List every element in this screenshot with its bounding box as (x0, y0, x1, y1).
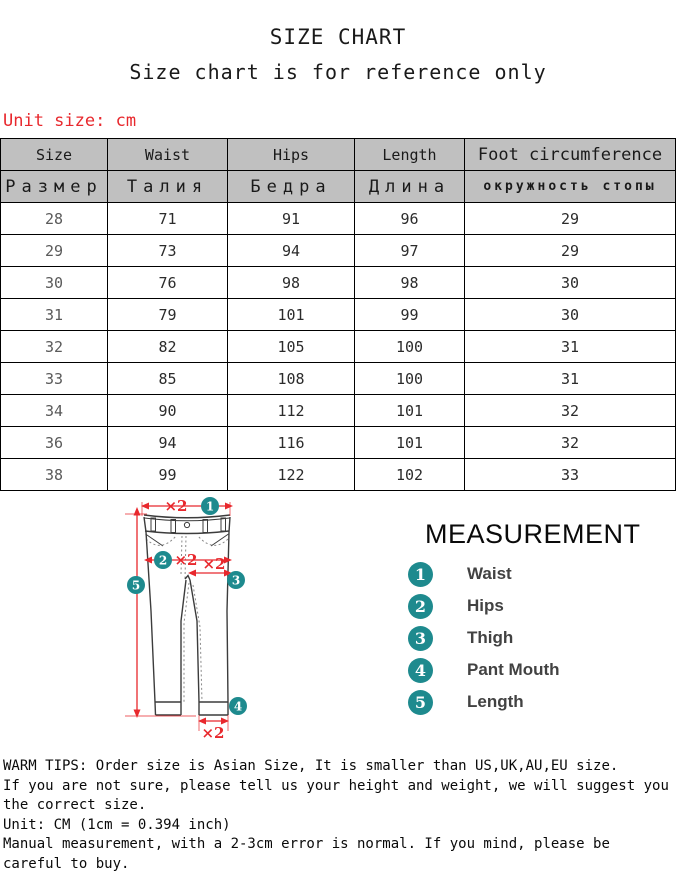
measurement-label: Length (467, 692, 524, 711)
svg-text:4: 4 (233, 699, 243, 714)
col-header-hips: Hips (228, 139, 355, 171)
table-cell: 31 (465, 331, 676, 363)
col-header-size-ru: Размер (1, 171, 108, 203)
table-cell: 29 (465, 203, 676, 235)
measurement-label: Pant Mouth (467, 660, 560, 679)
table-cell: 105 (228, 331, 355, 363)
waist-multiplier-label: ×2 (164, 497, 188, 515)
measurement-label: Waist (467, 564, 512, 583)
hips-multiplier-label: ×2 (174, 551, 198, 569)
table-cell: 108 (228, 363, 355, 395)
table-cell: 94 (108, 427, 228, 459)
pant-mouth-arrow-icon (198, 715, 229, 742)
table-cell: 82 (108, 331, 228, 363)
size-table (0, 138, 676, 491)
table-cell: 29 (1, 235, 108, 267)
length-arrow-icon (125, 507, 196, 718)
table-cell: 94 (228, 235, 355, 267)
number-badge-icon: 3 (408, 626, 433, 651)
table-cell: 96 (355, 203, 465, 235)
table-cell: 71 (108, 203, 228, 235)
table-cell: 30 (465, 299, 676, 331)
table-cell: 98 (355, 267, 465, 299)
page-subtitle: Size chart is for reference only (129, 60, 547, 84)
svg-text:1: 1 (205, 499, 215, 514)
table-cell: 32 (465, 395, 676, 427)
unit-note: Unit size: cm (3, 111, 137, 131)
marker-5-length (127, 576, 145, 594)
svg-text:5: 5 (131, 578, 141, 593)
table-cell: 101 (355, 427, 465, 459)
measurement-label: Hips (467, 596, 504, 615)
measurement-diagram-section (0, 491, 676, 751)
waist-arrow-icon (141, 497, 233, 516)
table-row (1, 427, 676, 459)
table-row (1, 203, 676, 235)
table-cell: 91 (228, 203, 355, 235)
number-badge-icon: 5 (408, 690, 433, 715)
table-row (1, 395, 676, 427)
table-cell: 73 (108, 235, 228, 267)
table-cell: 36 (1, 427, 108, 459)
table-cell: 32 (465, 427, 676, 459)
table-cell: 97 (355, 235, 465, 267)
marker-1-waist (201, 497, 219, 515)
tip-line: Unit: CM (1cm = 0.394 inch) (3, 816, 231, 833)
list-item (408, 558, 641, 590)
list-item (408, 654, 641, 686)
table-cell: 38 (1, 459, 108, 491)
marker-3-thigh (227, 571, 245, 589)
table-row (1, 235, 676, 267)
table-cell: 28 (1, 203, 108, 235)
col-header-hips-ru: Бедра (228, 171, 355, 203)
table-cell: 33 (1, 363, 108, 395)
table-cell: 98 (228, 267, 355, 299)
number-badge-icon: 1 (408, 562, 433, 587)
table-row (1, 331, 676, 363)
marker-2-hips (154, 551, 172, 569)
col-header-length: Length (355, 139, 465, 171)
table-cell: 31 (1, 299, 108, 331)
measurement-list (408, 558, 641, 718)
thigh-multiplier-label: ×2 (202, 555, 226, 573)
table-cell: 100 (355, 331, 465, 363)
col-header-foot: Foot circumference (465, 139, 676, 171)
table-cell: 85 (108, 363, 228, 395)
table-cell: 112 (228, 395, 355, 427)
table-row (1, 363, 676, 395)
table-cell: 33 (465, 459, 676, 491)
size-table-body (1, 203, 676, 491)
pant-mouth-multiplier-label: ×2 (201, 724, 225, 742)
table-cell: 34 (1, 395, 108, 427)
list-item (408, 590, 641, 622)
warm-tips (0, 757, 676, 874)
svg-text:3: 3 (231, 573, 241, 588)
table-cell: 90 (108, 395, 228, 427)
table-cell: 101 (228, 299, 355, 331)
col-header-waist-ru: Талия (108, 171, 228, 203)
pants-measurement-diagram (0, 491, 345, 751)
number-badge-icon: 2 (408, 594, 433, 619)
table-cell: 79 (108, 299, 228, 331)
table-cell: 30 (1, 267, 108, 299)
table-cell: 99 (355, 299, 465, 331)
page-title: SIZE CHART (269, 25, 407, 49)
table-cell: 100 (355, 363, 465, 395)
list-item (408, 622, 641, 654)
table-cell: 102 (355, 459, 465, 491)
measurement-title: MEASUREMENT (425, 519, 641, 549)
measurement-label: Thigh (467, 628, 514, 647)
table-row (1, 299, 676, 331)
size-table-header (1, 139, 676, 203)
table-cell: 32 (1, 331, 108, 363)
list-item (408, 686, 641, 718)
marker-4-pant-mouth (229, 697, 247, 715)
table-cell: 76 (108, 267, 228, 299)
table-row (1, 267, 676, 299)
header-row-ru (1, 171, 676, 203)
table-cell: 30 (465, 267, 676, 299)
table-cell: 101 (355, 395, 465, 427)
col-header-waist: Waist (108, 139, 228, 171)
table-cell: 122 (228, 459, 355, 491)
col-header-foot-ru: окружность стопы (465, 171, 676, 203)
number-badge-icon: 4 (408, 658, 433, 683)
table-cell: 99 (108, 459, 228, 491)
table-cell: 116 (228, 427, 355, 459)
tip-line: If you are not sure, please tell us your height and weight, we will suggest you the correct size. (3, 777, 669, 813)
header-row-en (1, 139, 676, 171)
col-header-length-ru: Длина (355, 171, 465, 203)
col-header-size: Size (1, 139, 108, 171)
tip-line: Manual measurement, with a 2-3cm error is normal. If you mind, please be careful to buy. (3, 836, 610, 872)
table-cell: 29 (465, 235, 676, 267)
table-cell: 31 (465, 363, 676, 395)
pants-drawing-icon (144, 515, 230, 715)
svg-text:2: 2 (158, 553, 168, 568)
tip-line: WARM TIPS: Order size is Asian Size, It is smaller than US,UK,AU,EU size. (3, 758, 619, 774)
table-row (1, 459, 676, 491)
measurement-legend (408, 519, 641, 718)
